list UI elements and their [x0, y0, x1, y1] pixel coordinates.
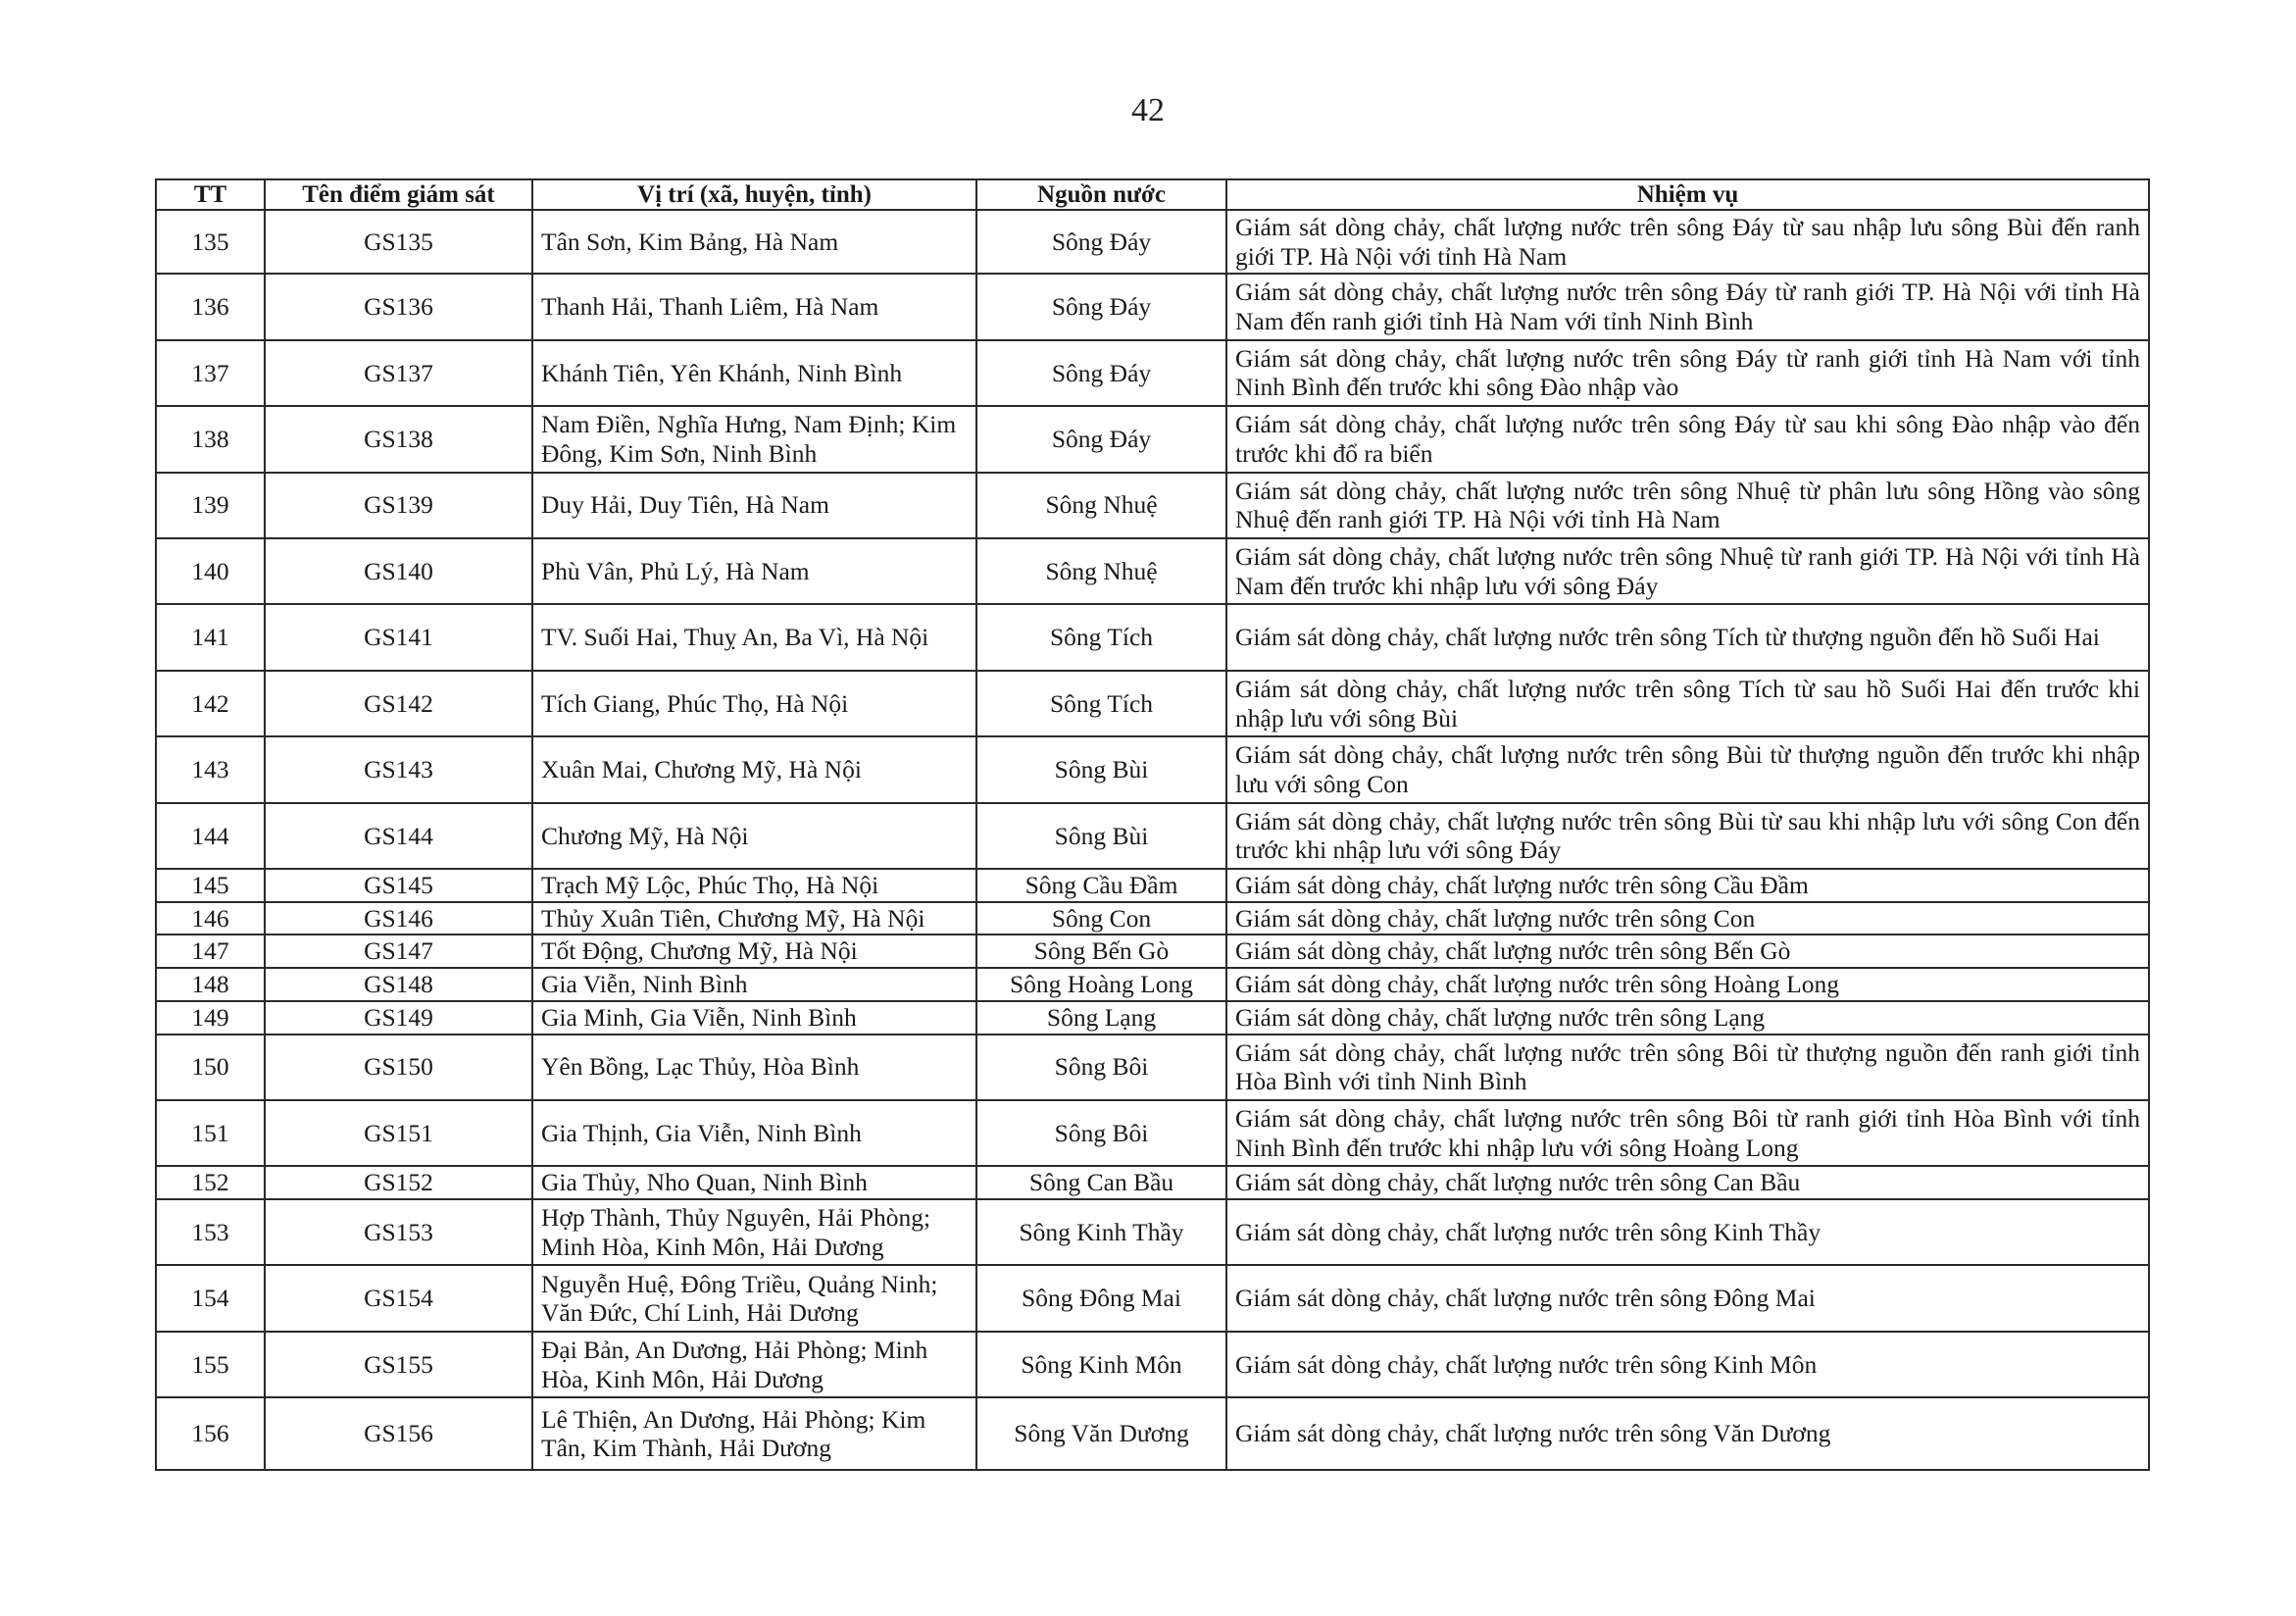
table-row [156, 968, 2149, 1001]
location: Thanh Hải, Thanh Liêm, Hà Nam [532, 274, 976, 339]
row-number: 147 [156, 934, 265, 968]
location: TV. Suối Hai, Thuỵ An, Ba Vì, Hà Nội [532, 604, 976, 670]
water-source: Sông Nhuệ [976, 473, 1226, 538]
water-source: Sông Cầu Đầm [976, 869, 1226, 902]
water-source: Sông Can Bầu [976, 1166, 1226, 1199]
water-source: Sông Đáy [976, 406, 1226, 472]
task-description: Giám sát dòng chảy, chất lượng nước trên sông Văn Dương [1226, 1397, 2149, 1470]
location: Tích Giang, Phúc Thọ, Hà Nội [532, 671, 976, 736]
location: Chương Mỹ, Hà Nội [532, 803, 976, 869]
row-number: 153 [156, 1199, 265, 1265]
task-description: Giám sát dòng chảy, chất lượng nước trên sông Tích từ thượng nguồn đến hồ Suối Hai [1226, 604, 2149, 670]
water-source: Sông Bùi [976, 736, 1226, 802]
water-source: Sông Văn Dương [976, 1397, 1226, 1470]
task-description: Giám sát dòng chảy, chất lượng nước trên sông Đáy từ sau khi sông Đào nhập vào đến trước khi đổ ra biển [1226, 406, 2149, 472]
task-description: Giám sát dòng chảy, chất lượng nước trên sông Con [1226, 902, 2149, 935]
table-row [156, 803, 2149, 869]
table-row [156, 902, 2149, 935]
task-description: Giám sát dòng chảy, chất lượng nước trên sông Lạng [1226, 1001, 2149, 1035]
water-source: Sông Đáy [976, 210, 1226, 274]
monitoring-point-code: GS148 [265, 968, 532, 1001]
location: Nam Điền, Nghĩa Hưng, Nam Định; Kim Đông, Kim Sơn, Ninh Bình [532, 406, 976, 472]
row-number: 155 [156, 1332, 265, 1397]
water-source: Sông Bôi [976, 1100, 1226, 1166]
monitoring-point-code: GS152 [265, 1166, 532, 1199]
task-description: Giám sát dòng chảy, chất lượng nước trên sông Kinh Môn [1226, 1332, 2149, 1397]
monitoring-point-code: GS154 [265, 1265, 532, 1331]
table-row [156, 340, 2149, 406]
water-source: Sông Hoàng Long [976, 968, 1226, 1001]
table-row [156, 1199, 2149, 1265]
row-number: 140 [156, 538, 265, 604]
task-description: Giám sát dòng chảy, chất lượng nước trên sông Hoàng Long [1226, 968, 2149, 1001]
monitoring-point-code: GS155 [265, 1332, 532, 1397]
task-description: Giám sát dòng chảy, chất lượng nước trên sông Đáy từ sau nhập lưu sông Bùi đến ranh giới TP. Hà Nội với tỉnh Hà Nam [1226, 210, 2149, 274]
location: Gia Viễn, Ninh Bình [532, 968, 976, 1001]
monitoring-point-code: GS139 [265, 473, 532, 538]
table-row [156, 934, 2149, 968]
location: Phù Vân, Phủ Lý, Hà Nam [532, 538, 976, 604]
table-row [156, 1166, 2149, 1199]
location: Xuân Mai, Chương Mỹ, Hà Nội [532, 736, 976, 802]
table-row [156, 210, 2149, 274]
table-row [156, 1397, 2149, 1470]
monitoring-point-code: GS149 [265, 1001, 532, 1035]
task-description: Giám sát dòng chảy, chất lượng nước trên sông Nhuệ từ phân lưu sông Hồng vào sông Nhuệ đến ranh giới TP. Hà Nội với tỉnh Hà Nam [1226, 473, 2149, 538]
row-number: 146 [156, 902, 265, 935]
table-row [156, 473, 2149, 538]
row-number: 138 [156, 406, 265, 472]
task-description: Giám sát dòng chảy, chất lượng nước trên sông Bùi từ sau khi nhập lưu với sông Con đến trước khi nhập lưu với sông Đáy [1226, 803, 2149, 869]
water-source: Sông Bùi [976, 803, 1226, 869]
header-tt: TT [156, 179, 265, 210]
task-description: Giám sát dòng chảy, chất lượng nước trên sông Nhuệ từ ranh giới TP. Hà Nội với tỉnh Hà Nam đến trước khi nhập lưu với sông Đáy [1226, 538, 2149, 604]
monitoring-point-code: GS144 [265, 803, 532, 869]
water-source: Sông Đáy [976, 340, 1226, 406]
table-row [156, 274, 2149, 339]
water-source: Sông Lạng [976, 1001, 1226, 1035]
monitoring-point-code: GS151 [265, 1100, 532, 1166]
monitoring-point-code: GS140 [265, 538, 532, 604]
location: Đại Bản, An Dương, Hải Phòng; Minh Hòa, Kinh Môn, Hải Dương [532, 1332, 976, 1397]
monitoring-point-code: GS147 [265, 934, 532, 968]
row-number: 156 [156, 1397, 265, 1470]
page-number: 42 [1131, 92, 1165, 128]
monitoring-point-code: GS141 [265, 604, 532, 670]
row-number: 149 [156, 1001, 265, 1035]
task-description: Giám sát dòng chảy, chất lượng nước trên sông Cầu Đầm [1226, 869, 2149, 902]
row-number: 141 [156, 604, 265, 670]
location: Gia Thịnh, Gia Viễn, Ninh Bình [532, 1100, 976, 1166]
row-number: 150 [156, 1035, 265, 1100]
monitoring-point-code: GS143 [265, 736, 532, 802]
table-row [156, 869, 2149, 902]
table-row [156, 736, 2149, 802]
row-number: 154 [156, 1265, 265, 1331]
header-task: Nhiệm vụ [1226, 179, 2149, 210]
monitoring-point-code: GS146 [265, 902, 532, 935]
row-number: 139 [156, 473, 265, 538]
task-description: Giám sát dòng chảy, chất lượng nước trên sông Tích từ sau hồ Suối Hai đến trước khi nhập lưu với sông Bùi [1226, 671, 2149, 736]
monitoring-point-code: GS135 [265, 210, 532, 274]
location: Yên Bồng, Lạc Thủy, Hòa Bình [532, 1035, 976, 1100]
location: Nguyễn Huệ, Đông Triều, Quảng Ninh; Văn Đức, Chí Linh, Hải Dương [532, 1265, 976, 1331]
row-number: 135 [156, 210, 265, 274]
row-number: 152 [156, 1166, 265, 1199]
row-number: 143 [156, 736, 265, 802]
table-row [156, 406, 2149, 472]
table-row [156, 538, 2149, 604]
row-number: 151 [156, 1100, 265, 1166]
location: Lê Thiện, An Dương, Hải Phòng; Kim Tân, Kim Thành, Hải Dương [532, 1397, 976, 1470]
row-number: 145 [156, 869, 265, 902]
monitoring-point-code: GS153 [265, 1199, 532, 1265]
table-row [156, 1332, 2149, 1397]
water-source: Sông Đông Mai [976, 1265, 1226, 1331]
header-location: Vị trí (xã, huyện, tỉnh) [532, 179, 976, 210]
monitoring-point-code: GS137 [265, 340, 532, 406]
table-row [156, 1100, 2149, 1166]
location: Tốt Động, Chương Mỹ, Hà Nội [532, 934, 976, 968]
water-source: Sông Tích [976, 671, 1226, 736]
location: Khánh Tiên, Yên Khánh, Ninh Bình [532, 340, 976, 406]
table-row [156, 604, 2149, 670]
row-number: 136 [156, 274, 265, 339]
row-number: 137 [156, 340, 265, 406]
task-description: Giám sát dòng chảy, chất lượng nước trên sông Bến Gò [1226, 934, 2149, 968]
location: Tân Sơn, Kim Bảng, Hà Nam [532, 210, 976, 274]
location: Trạch Mỹ Lộc, Phúc Thọ, Hà Nội [532, 869, 976, 902]
water-source: Sông Tích [976, 604, 1226, 670]
location: Gia Minh, Gia Viễn, Ninh Bình [532, 1001, 976, 1035]
location: Gia Thủy, Nho Quan, Ninh Bình [532, 1166, 976, 1199]
task-description: Giám sát dòng chảy, chất lượng nước trên sông Đáy từ ranh giới TP. Hà Nội với tỉnh Hà Nam đến ranh giới tỉnh Hà Nam với tỉnh Ninh Bình [1226, 274, 2149, 339]
task-description: Giám sát dòng chảy, chất lượng nước trên sông Bôi từ ranh giới tỉnh Hòa Bình với tỉnh Ninh Bình đến trước khi nhập lưu với sông Hoàng Long [1226, 1100, 2149, 1166]
water-source: Sông Con [976, 902, 1226, 935]
table-row [156, 1035, 2149, 1100]
table-row [156, 1001, 2149, 1035]
row-number: 148 [156, 968, 265, 1001]
task-description: Giám sát dòng chảy, chất lượng nước trên sông Đáy từ ranh giới tỉnh Hà Nam với tỉnh Ninh Bình đến trước khi sông Đào nhập vào [1226, 340, 2149, 406]
header-monitoring-point: Tên điểm giám sát [265, 179, 532, 210]
water-source: Sông Bến Gò [976, 934, 1226, 968]
task-description: Giám sát dòng chảy, chất lượng nước trên sông Can Bầu [1226, 1166, 2149, 1199]
location: Thủy Xuân Tiên, Chương Mỹ, Hà Nội [532, 902, 976, 935]
water-source: Sông Đáy [976, 274, 1226, 339]
table-row [156, 671, 2149, 736]
water-source: Sông Bôi [976, 1035, 1226, 1100]
monitoring-point-code: GS136 [265, 274, 532, 339]
task-description: Giám sát dòng chảy, chất lượng nước trên sông Bôi từ thượng nguồn đến ranh giới tỉnh Hòa Bình với tỉnh Ninh Bình [1226, 1035, 2149, 1100]
monitoring-point-code: GS150 [265, 1035, 532, 1100]
header-water-source: Nguồn nước [976, 179, 1226, 210]
location: Duy Hải, Duy Tiên, Hà Nam [532, 473, 976, 538]
monitoring-point-code: GS145 [265, 869, 532, 902]
monitoring-point-code: GS138 [265, 406, 532, 472]
water-source: Sông Kinh Thầy [976, 1199, 1226, 1265]
task-description: Giám sát dòng chảy, chất lượng nước trên sông Bùi từ thượng nguồn đến trước khi nhập lưu với sông Con [1226, 736, 2149, 802]
table-header-row [156, 179, 2149, 210]
monitoring-point-code: GS156 [265, 1397, 532, 1470]
monitoring-point-code: GS142 [265, 671, 532, 736]
table-row [156, 1265, 2149, 1331]
row-number: 142 [156, 671, 265, 736]
task-description: Giám sát dòng chảy, chất lượng nước trên sông Kinh Thầy [1226, 1199, 2149, 1265]
water-source: Sông Nhuệ [976, 538, 1226, 604]
monitoring-points-table [155, 178, 2150, 1471]
task-description: Giám sát dòng chảy, chất lượng nước trên sông Đông Mai [1226, 1265, 2149, 1331]
location: Hợp Thành, Thủy Nguyên, Hải Phòng; Minh Hòa, Kinh Môn, Hải Dương [532, 1199, 976, 1265]
water-source: Sông Kinh Môn [976, 1332, 1226, 1397]
row-number: 144 [156, 803, 265, 869]
